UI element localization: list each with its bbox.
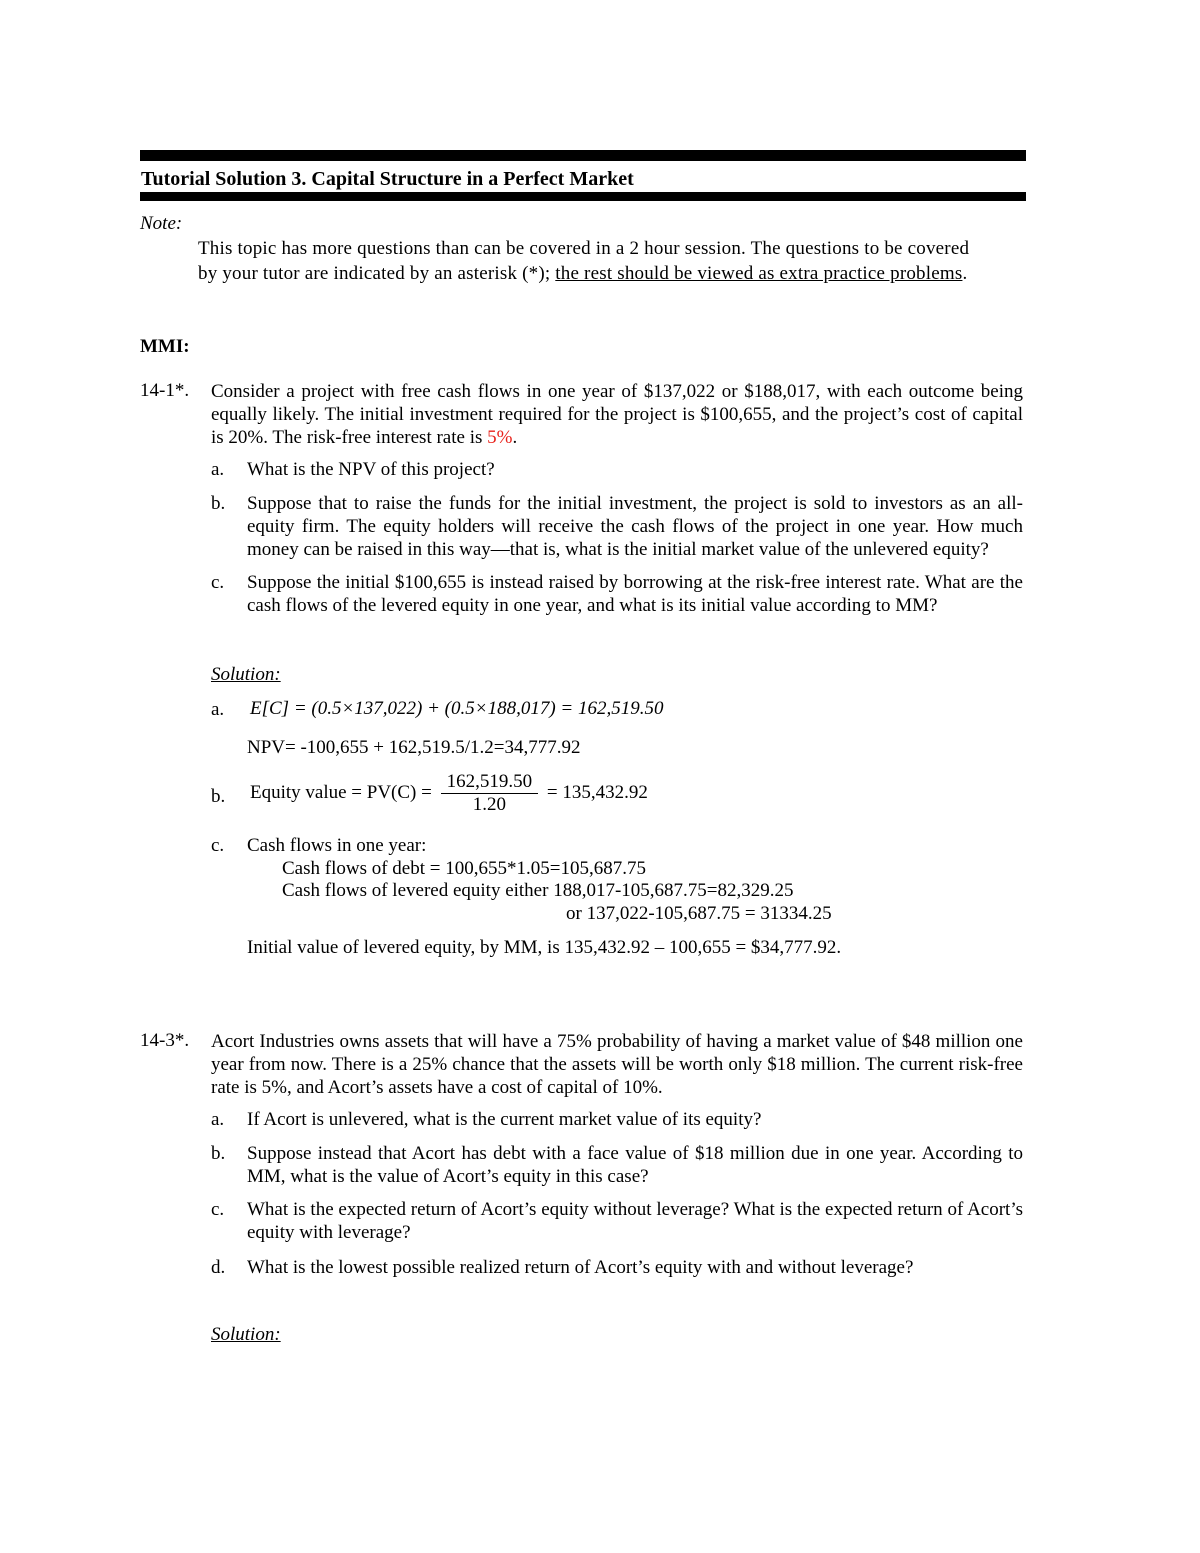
solution-a-label: a. [211,699,225,720]
solution-label: Solution: [211,1324,281,1345]
question-text-highlight: 5% [487,427,513,448]
solution-a-npv: NPV= -100,655 + 162,519.5/1.2=34,777.92 [247,737,581,758]
note-text-underlined: the rest should be viewed as extra practice problems [555,263,963,284]
part-label: b. [211,1143,226,1164]
question-text-14-3: Acort Industries owns assets that will have a 75% probability of having a market value of $48 million one year from now. There is a 25% chance that the assets will be worth only $18 million. The current risk-free rate is 5%, and Acort’s assets have a cost of capital of 10%. [211,1031,1023,1098]
question-number-14-1: 14-1*. [140,380,190,401]
part-text: Suppose that to raise the funds for the initial investment, the project is sold to investors as an all-equity firm. The equity holders will receive the cash flows of the project in one year. How much money can be raised in this way—that is, what is the initial market value of the unlevered equity? [247,493,1023,560]
part-text: What is the lowest possible realized return of Acort’s equity with and without leverage? [247,1257,914,1278]
question-number-14-3: 14-3*. [140,1030,190,1051]
note-text-plain: This topic has more questions than can be covered in a 2 hour session. The questions to be covered by your tutor are indicated by an asterisk (*); [198,238,970,284]
solution-b-label: b. [211,786,226,807]
fraction-numerator: 162,519.50 [441,771,539,794]
question-text-main: Consider a project with free cash flows in one year of $137,022 or $188,017, with each outcome being equally likely. The initial investment required for the project is $100,655, and the project’s cost of capital is 20%. The risk-free interest rate is [211,381,1023,448]
header-rule-bottom [140,192,1026,201]
note-text [198,236,988,286]
header-rule-top [140,150,1026,161]
part-text: Suppose instead that Acort has debt with a face value of $18 million due in one year. According to MM, what is the value of Acort’s equity in this case? [247,1143,1023,1187]
equation-prefix: Equity value = PV(C) = [250,781,432,803]
solution-c-line: Cash flows in one year: [247,835,427,856]
part-text: If Acort is unlevered, what is the current market value of its equity? [247,1109,762,1130]
note-label: Note: [140,213,183,234]
part-label: a. [211,459,225,480]
part-text: What is the expected return of Acort’s equity without leverage? What is the expected return of Acort’s equity with leverage? [247,1199,1023,1243]
solution-b-equation [250,771,648,816]
solution-c-line: or 137,022-105,687.75 = 31334.25 [566,903,832,924]
part-text: What is the NPV of this project? [247,459,495,480]
equation-result: = 135,432.92 [546,781,648,803]
note-text-end: . [962,263,968,284]
page-title: Tutorial Solution 3. Capital Structure in a Perfect Market [141,168,634,190]
solution-c-conclusion: Initial value of levered equity, by MM, is 135,432.92 – 100,655 = $34,777.92. [247,937,842,958]
fraction-denominator: 1.20 [472,794,506,815]
part-label: d. [211,1257,226,1278]
part-label: c. [211,1199,225,1220]
solution-c-label: c. [211,835,225,856]
solution-c-line: Cash flows of levered equity either 188,017-105,687.75=82,329.25 [282,880,794,901]
equation-fraction [441,771,539,816]
part-label: a. [211,1109,225,1130]
part-label: b. [211,493,226,514]
question-text-14-1 [211,380,1023,449]
question-text-end: . [512,427,518,448]
part-label: c. [211,572,225,593]
part-text: Suppose the initial $100,655 is instead raised by borrowing at the risk-free interest rate. What are the cash flows of the levered equity in one year, and what is its initial value according to MM? [247,572,1023,616]
solution-c-line: Cash flows of debt = 100,655*1.05=105,687.75 [282,858,646,879]
section-heading: MMI: [140,336,190,357]
solution-label: Solution: [211,664,281,685]
solution-a-equation: E[C] = (0.5×137,022) + (0.5×188,017) = 162,519.50 [250,698,664,719]
